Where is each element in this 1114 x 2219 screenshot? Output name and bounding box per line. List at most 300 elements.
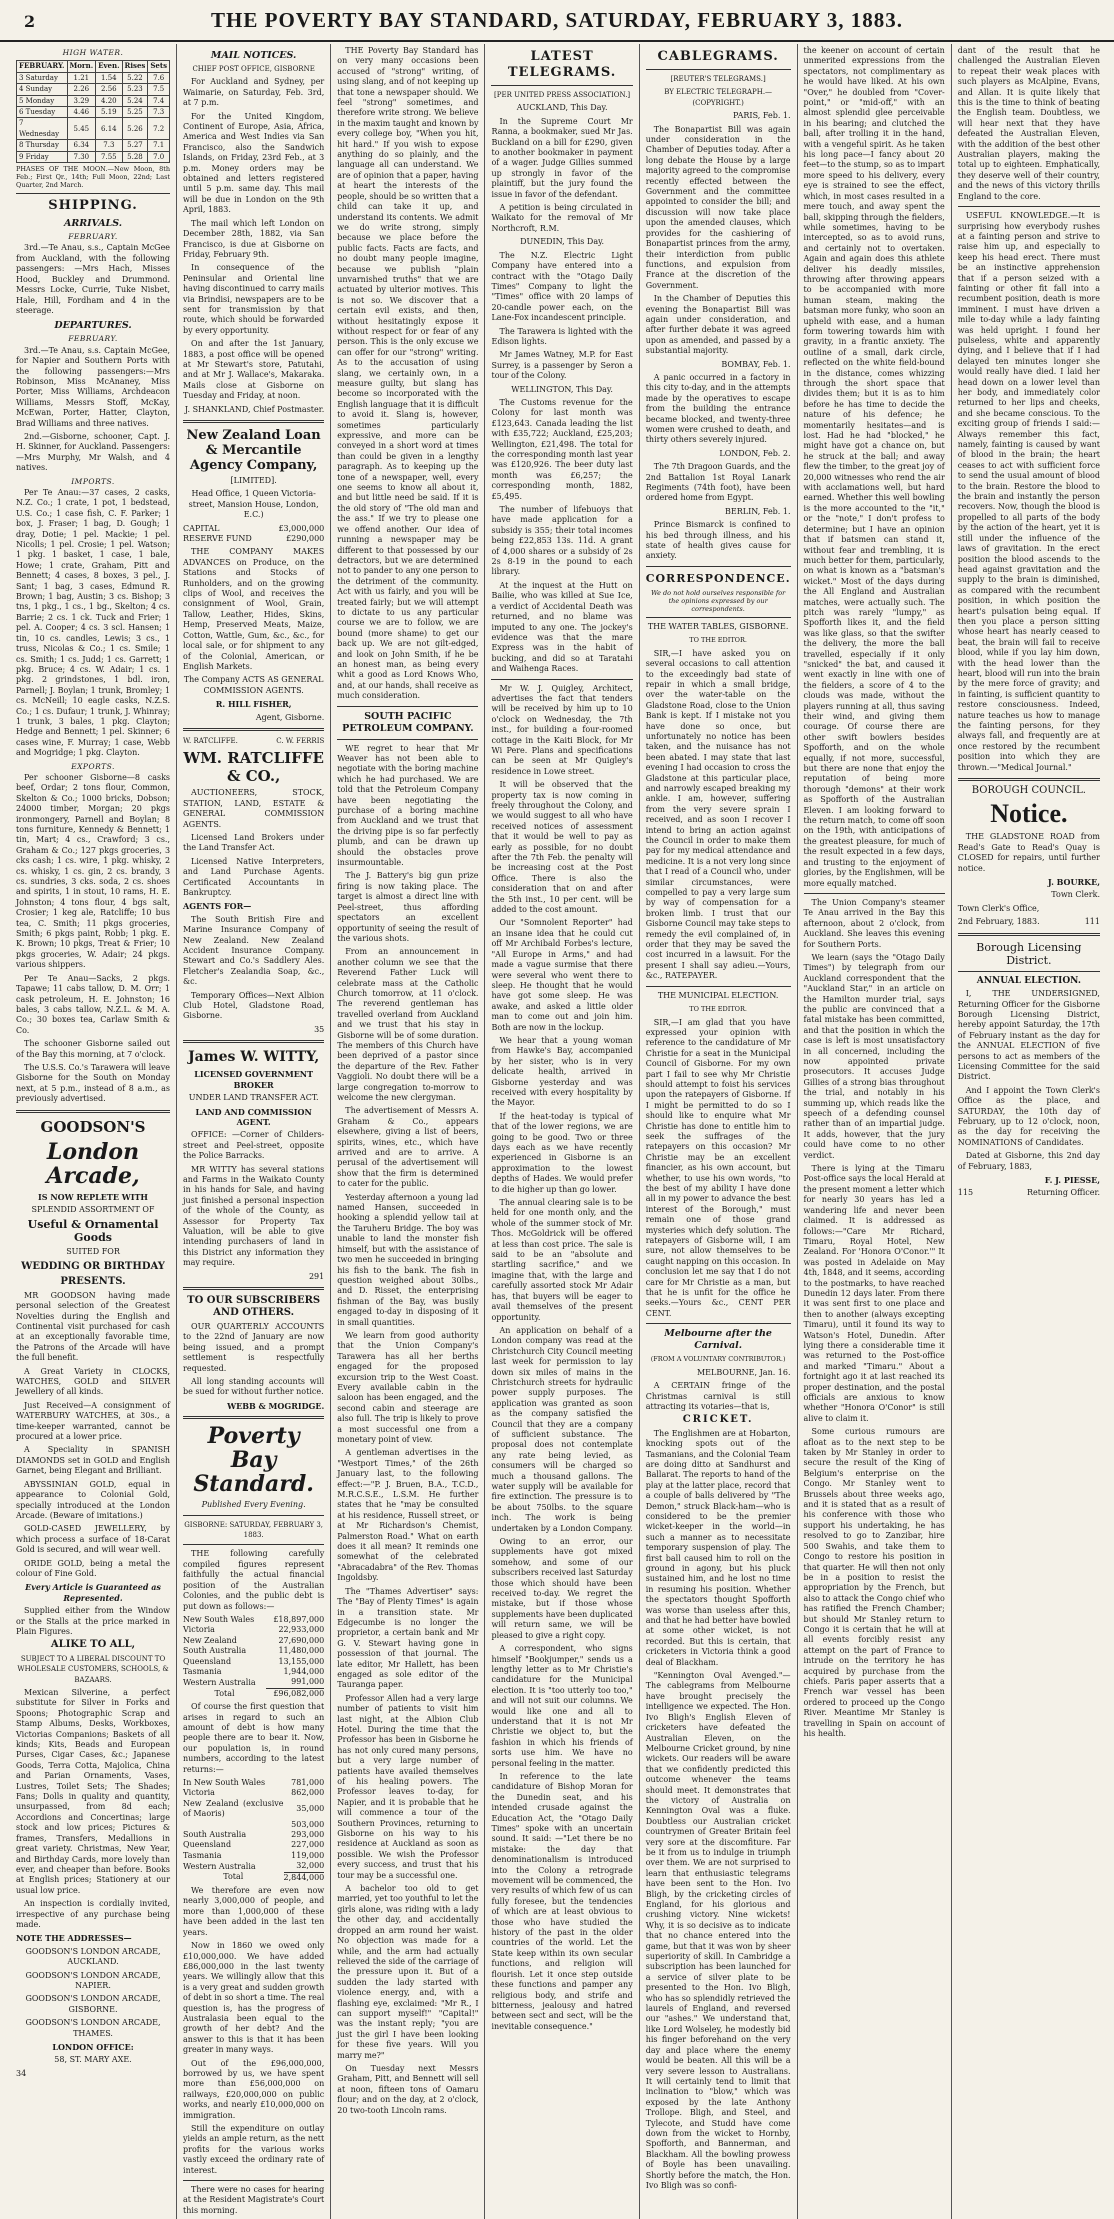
leader-p7: There were no cases for hearing at the Resident Magistrate's Court this morning. <box>183 2185 325 2215</box>
para-yellowtail: Yesterday afternoon a young lad named Hansen, succeeded in hooking a splendid yellow tail at the Taruheru Bridge. The boy was unable to land the monster fish himself, but with the assistance of two men he succeeded in bringing his fish to the bank. The fish in question weighed about 30lbs., and D. Risset, the enterprising fishman of the Bay, was busily engaged to-day in disposing of it in small quantities. <box>337 1192 479 1327</box>
melbourne-1: A CERTAIN fringe of the Christmas carnival is still attracting its votaries—that is, <box>645 1381 791 1411</box>
column-6 <box>798 44 952 2219</box>
population-row-value: 227,000 <box>291 1840 325 1850</box>
debt-row-label: New South Wales <box>183 1614 255 1624</box>
para-rutter: We hear that a young woman from Hawke's Bay, accompanied by her sister, who is in very delicate health, arrived in Gisborne yesterday and was received with every hospitality by the Mayor. <box>491 1035 633 1108</box>
pbs-dateline: GISBORNE: SATURDAY, FEBRUARY 3, 1883. <box>184 1520 324 1540</box>
population-row-label: New Zealand (exclusive of Maoris) <box>183 1798 284 1819</box>
para-timaru-letter: There is lying at the Timaru Post-office says the local Herald at the present moment a letter which for nearly 30 years has led a wandering life and never been claimed. It is addressed as follows:—"Care Mr Richard, Timaru, Royal Hotel, New Zealand. For 'Honora O'Conor.'" It was posted in Adelaide on May 4th, 1848, and it seems, according to the postmarks, to have reached Dunedin 12 days later. From there it was sent first to one place and then to another (always excepting Timaru), until it found its way to Watson's Hotel, Dunedin. After lying there a considerable time it was returned to the Post-office and marked "Timaru." About a fortnight ago it at last reached its proper destination, and the postal officials are anxious to know whether "Honora O'Conor" is still alive to claim it. <box>803 1164 945 1423</box>
para-stanley: Some curious rumours are afloat as to the next step to be taken by Mr Stanley in order to secure the result of the King of Belgium's enterprise on the Congo. Mr Stanley went to Brussels about three weeks ago, and it is stated that as a result of his conference with those who support his undertaking, he has resolved to go to Zanzibar, hire 500 Swahis, and take them to Congo to restore his position in that quarter. He will then not only be in a position to resist the appropriation by the French, but also to attack the Congo chief who has ratified the French Chamber; but should Mr Stanley return to Congo it is certain that he will at all events forcibly resist any attempt on the part of France to intrude on the territory he has acquired by purchase from the chiefs. Paris paper asserts that a French war vessel has been ordered to proceed up the Congo River. Meantime Mr Stanley is travelling in Spain on account of his health. <box>803 1427 945 1738</box>
tides-cell: 6.34 <box>67 140 96 151</box>
column-7 <box>952 44 1106 2219</box>
population-row-value: 35,000 <box>296 1804 325 1814</box>
tides-cell: 7.30 <box>67 151 96 162</box>
column-1 <box>10 44 177 2219</box>
tides-row <box>17 140 170 151</box>
para-quigley: Mr W. J. Quigley, Architect, advertises the fact that tenders will be received by him up to 10 o'clock on Wednesday, the 7th inst., for building a four-roomed cottage in the Kaiti Block, for Mr Wi Pere. Plans and specifications can be seen at Mr Quigley's residence in Lowe street. <box>491 683 633 776</box>
population-row <box>183 1778 324 1788</box>
debt-row-label: New Zealand <box>183 1635 237 1645</box>
temp-office: Temporary Offices—Next Albion Club Hotel, Gladstone Road, Gisborne. <box>183 990 325 1021</box>
tides-cell: 7.0 <box>148 151 170 162</box>
oride: ORIDE GOLD, being a metal the colour of Fine Gold. <box>16 1558 171 1578</box>
agents-for: AGENTS FOR— <box>183 901 252 912</box>
column-4 <box>485 44 639 2219</box>
borough-council-heading: BOROUGH COUNCIL. <box>971 785 1086 797</box>
water-title: THE WATER TABLES, GISBORNE. <box>647 621 789 631</box>
mail-text-4: In consequence of the Peninsular and Oriental line having discontinued to carry mails via Brindisi, newspapers are to be sent for transmission by that route, which should be forwarded by every opportunity. <box>183 263 325 335</box>
reserve-label: RESERVE FUND <box>183 534 252 544</box>
para-union-steamer: The Union Company's steamer Te Anau arrived in the Bay this afternoon, about 2 o'clock, from Auckland. She leaves this evening for Southern Ports. <box>803 897 945 949</box>
para-father-luck: From an announcement in another column we see that the Reverend Father Luck will celebrate mass at the Catholic Church tomorrow, at 11 o'clock. The reverend gentleman has travelled overland from Auckland and we trust that his stay in Gisborne will be of some duration. The members of this Church have been deprived of a pastor since the departure of the Rev. Father Vaggioli. No doubt there will be a large congregation to-morrow to welcome the new clergyman. <box>337 947 479 1102</box>
tides-header-cell: Morn. <box>67 61 96 72</box>
population-row <box>183 1820 324 1830</box>
tides-row <box>17 72 170 83</box>
divider <box>183 1040 324 1043</box>
debt-row <box>183 1615 324 1625</box>
schooner-note: The schooner Gisborne sailed out of the Bay this morning, at 7 o'clock. <box>16 1039 171 1059</box>
divider <box>646 617 791 618</box>
population-row-value: 293,000 <box>291 1830 325 1840</box>
reuter-line: [REUTER'S TELEGRAMS.] <box>670 75 766 83</box>
capital-label: CAPITAL <box>183 523 220 533</box>
debt-row-value: 11,480,000 <box>278 1646 325 1656</box>
pbs-published: Published Every Evening. <box>201 1500 306 1510</box>
para-heat: If the heat-today is typical of that of the lower regions, we are going to be good. Two or three days each as we have recently experienced in Gisborne is an approximation to the lowest depths of Hades. We would prefer to die higher up than go lower. <box>491 1111 633 1194</box>
debt-row-value: 1,944,000 <box>283 1666 325 1676</box>
municipal-text: SIR,—I am glad that you have expressed your opinion with reference to the candidature of Mr Christie for a seat in the Municipal Council of Gisborne. For my own part I fail to see why Mr Christie should attempt to foist his services upon the ratepayers of Gisborne. If I might be permitted to do so I should like to enquire what Mr Christie has done to entitle him to seek the suffrages of the ratepayers on this occasion? Mr Christie may be an excellent financier, as his own account, but whether, to use his own words, "to the best of my ability I have done all in my power to advance the best interest of the Borough," must remain one of those grand mysteries which defy solution. The ratepayers of Gisborne will, I am sure, not allow themselves to be caught napping on this occasion. In conclusion let me say that I do not care for Mr Christie as a man, but that he is unfit for the office he seeks.—Yours &c., CENT PER CENT. <box>645 1017 791 1318</box>
para-hamilton-trial: We learn (says the "Otago Daily Times") by telegraph from our Auckland correspondent that the "Auckland Star," in an article on the Hamilton murder trial, says the public are convinced that a fatal mistake has been committed, and that the position in which the case is left is most unsatisfactory in all concerned, including the now appointed private prosecutors. It accuses Judge Gillies of a strong bias throughout the trial, and notably in his summing up, which reads like the speech of a defending counsel rather than of an impartial judge. It adds, however, that the jury could have come to no other verdict. <box>803 952 945 1160</box>
arcade-address: GOODSON'S LONDON ARCADE, NAPIER. <box>25 1970 161 1990</box>
divider <box>804 893 945 894</box>
nzlm-agent: R. HILL FISHER, <box>215 699 292 710</box>
tides-cell: 7.3 <box>148 107 170 118</box>
latest-telegrams-heading: LATEST TELEGRAMS. <box>507 49 617 80</box>
paris-1: The Bonapartist Bill was again under consideration in the Chamber of Deputies today. After a long debate the House by a large majority agreed to the compromise recently effected between the Government and the committee appointed to consider the bill; and discussion will now take place upon the amended clauses, which provides for the cashiering of Bonapartist princes from the army, their interdiction from public functions, and expulsion from France at the discretion of the Government. <box>645 124 791 290</box>
notice-text: THE GLADSTONE ROAD from Read's Gate to Read's Quay is CLOSED for repairs, until further notice. <box>957 832 1100 873</box>
tides-row <box>17 107 170 118</box>
debt-row-total-value: £96,082,000 <box>266 1688 324 1699</box>
arrivals-month: FEBRUARY. <box>68 232 118 242</box>
ratcliffe-left: W. RATCLIFFE. <box>183 736 238 745</box>
melbourne-from: (FROM A VOLUNTARY CONTRIBUTOR.) <box>650 1355 786 1364</box>
debt-row-label: Queensland <box>183 1656 232 1666</box>
shipping-heading: SHIPPING. <box>48 198 138 214</box>
column-grid <box>10 44 1106 2215</box>
mail-text-1: For Auckland and Sydney, per Waimarie, on Saturday, Feb. 3rd, at 7 p.m. <box>183 77 325 108</box>
para-graham: The advertisement of Messrs A. Graham & Co., appears elsewhere, giving a list of beers, spirits, wines, etc., which have arrived and are to arrive. A perusal of the advertisement will show that the firm is determined to cater for the public. <box>337 1106 479 1189</box>
para-bruen: A gentleman advertises in the "Westport Times," of the 26th January last, to the following effect:—"P. J. Bruen, B.A., T.C.D., M.R.C.S.E., L.S.M. He further states that he "may be consulted at his residence, Russell street, or at Mr Richardson's Chemist, Palmerston Road." What on earth does it all mean? It reminds one somewhat of the celebrated "Abracadabra" of the Rev. Thomas Ingoldsby. <box>337 1448 479 1583</box>
debt-row-label: South Australia <box>183 1646 247 1656</box>
supplied: Supplied either from the Window or the Stalls at the price marked in Plain Figures. <box>16 1606 171 1636</box>
population-row-value: 781,000 <box>291 1778 325 1787</box>
notice-signed: J. BOURKE, <box>1047 877 1100 888</box>
divider <box>958 971 1100 972</box>
dunedin-1: The N.Z. Electric Light Company have entered into a contract with the "Otago Daily Times" Company to light the "Times" office with 20 lamps of 20-candle power each, on the Lane-Fox incandescent principle. <box>491 250 633 323</box>
divider <box>183 1515 324 1516</box>
population-row-total-value: 2,844,000 <box>283 1872 325 1882</box>
exports-text: Per schooner Gisborne—8 casks beef, Ordar; 2 tons flour, Common, Skelton & Co.; 1000 bricks, Dobson; 24000 timber, Morgan; 20 pkgs ironmongery, Parnell and Boylan; 8 tons furniture, Kennedy & Bennett; 1 tin, Mart; 4 cs., Crawford; 3 cs., Graham & Co.; 127 pkgs groceries, 3 cks cash; 1 cs. wire, 1 pkg. whisky, 2 cs. whisky, 1 cs. gin, 2 cs. brandy, 3 cs. sundries, 3 cks. soda, 2 cs. shoes and spirits, 1 in stout, 10 rams, H. E. Johnston; 4 tons flour, 4 bgs salt, Crosier; 1 keg ale, Ratcliffe; 10 bus tea, C. Smith; 11 pkgs groceries, Smith; 6 pkgs paint, Robb; 1 pkg. E. K. Brown; 10 pkgs, Treat & Frier; 10 pkgs groceries, W. Adair; 24 pkgs. various shippers. <box>16 772 171 970</box>
debt-table <box>183 1615 324 1699</box>
london-arcade-title: London Arcade, <box>46 1138 140 1189</box>
electric-line: BY ELECTRIC TELEGRAPH.—(COPYRIGHT.) <box>664 88 773 107</box>
population-table <box>183 1778 324 1883</box>
debt-row <box>183 1646 324 1656</box>
guaranteed: Every Article is Guaranteed as Represented. <box>25 1582 161 1603</box>
population-row <box>183 1830 324 1840</box>
pbs-title: Poverty Bay Standard. <box>193 1423 314 1498</box>
address-list <box>16 1947 170 2039</box>
tides-row <box>17 95 170 106</box>
to-editor-2: TO THE EDITOR. <box>689 1005 747 1014</box>
goodson-text: MR GOODSON having made personal selection of the Greatest Novelties during the English and Continental visit purchased for cash at an exceptionally favorable time, the Patrons of the Arcade will have the full benefit. <box>16 1290 171 1363</box>
wellington-dateline: WELLINGTON, This Day. <box>511 384 613 394</box>
water-text: SIR,—I have asked you on several occasions to call attention to the exceedingly bad state of repair in which a small bridge, over the water-table on the Gladstone Road, close to the Union Bank is kept. If I mistake not you have done so once, but unfortunately no notice has been taken, and the nuisance has not been abated. I may state that last evening I had occasion to cross the Gladstone at this particular place, and narrowly escaped breaking my ankle. I am, however, suffering from the very severe sprain I received, and as soon I recover I intend to bring an action against the Council in order to make them pay for my medical attendance and medicine. It is a not very long since that I read of a Council who, under similar circumstances, were compelled to pay a very large sum by way of compensation for a broken limb. I trust that our Gisborne Council may take steps to remedy the evil complained of, in order that they may be saved the cost incurred in a lawsuit. For the present I shall say adieu.—Yours, &c., RATEPAYER. <box>645 648 791 981</box>
para-supplements: Owing to an error, our supplements have got mixed somehow, and some of our subscribers received last Saturday those which should have been received to-day. We regret the mistake, but if those whose supplements have been duplicated will return same, we will be pleased to give a right copy. <box>491 1537 633 1640</box>
divider <box>183 728 324 731</box>
debt-row-label: Tasmania <box>183 1666 222 1676</box>
tides-cell: 5.45 <box>67 118 96 140</box>
ratcliffe-right: C. W. FERRIS <box>276 736 325 745</box>
useful-line: Useful & Ornamental Goods <box>27 1218 159 1245</box>
reserve-value: £290,000 <box>286 534 325 544</box>
population-row-label: Western Australia <box>183 1861 256 1871</box>
subs-title: TO OUR SUBSCRIBERS AND OTHERS. <box>187 1295 321 1318</box>
correspondence-heading: CORRESPONDENCE. <box>645 571 791 585</box>
exports-heading: EXPORTS. <box>71 761 115 771</box>
tides-header-cell: Sets <box>148 61 170 72</box>
office-address: 58, ST. MARY AXE. <box>54 2055 132 2065</box>
tides-cell: 5.25 <box>122 107 148 118</box>
wellington-3: At the inquest at the Hutt on Bailie, who was killed at Sue Ice, a verdict of Accidental Death was returned, and no blame was imputed to any one. The jockey's evidence was that the mare Express was in the habit of bucking, and did so at Taratahi and Waihenga Races. <box>491 580 633 674</box>
divider <box>958 933 1100 936</box>
tides-cell: 9 Friday <box>17 151 68 162</box>
ad-number: 34 <box>16 2068 27 2078</box>
witty-sub: UNDER LAND TRANSFER ACT. <box>188 1093 319 1103</box>
mail-text-2: For the United Kingdom, Continent of Europe, Asia, Africa, America and West Indies via San Francisco, also the Sandwich Islands, on Friday, 23rd Feb., at 3 p.m. Money orders may be obtained and letters registered until 5 p.m. same day. This mail will be due in London on the 9th April, 1883. <box>183 111 325 215</box>
departures-heading: DEPARTURES. <box>54 320 132 332</box>
debt-row-value: £18,897,000 <box>273 1614 325 1624</box>
debt-row-value: 27,690,000 <box>278 1635 325 1645</box>
debt-row-value: 13,155,000 <box>278 1656 325 1666</box>
london-dateline: LONDON, Feb. 2. <box>719 448 791 458</box>
nzlm-title: New Zealand Loan & Mercantile Agency Company, <box>186 428 321 473</box>
debt-row-total-label: Total <box>214 1688 235 1698</box>
tides-header-cell: Even. <box>96 61 122 72</box>
divider <box>16 193 170 194</box>
debt-row <box>183 1677 324 1688</box>
notice-num: 111 <box>1084 917 1100 927</box>
para-bachelor: A bachelor too old to get married, yet too youthful to let the girls alone, was riding with a lady the other day, and accidentally dropped an arm round her waist. No objection was made for a while, and the arm had actually relieved the side of the carriage of the pressure upon it. But of a sudden the lady started with violence energy, and, with a flashing eye, exclaimed: "Mr R., I can support myself!" "Capital!" was the instant reply; "you are just the girl I have been looking for these five years. Will you marry me?" <box>337 1884 479 2060</box>
witty-text: MR WITTY has several stations and Farms in the Waikato County in his hands for Sale, and having just finished a personal inspection of the whole of the County, as Assessor for Property Tax Valuation, will be able to give intending purchasers of land in this District any information they may require. <box>183 1164 325 1268</box>
annual-text-2: And I appoint the Town Clerk's Office as the place, and SATURDAY, the 10th day of February, up to 12 o'clock, noon, as the day for receiving the NOMINATIONS of Candidates. <box>957 1085 1100 1147</box>
nzlm-office: Head Office, 1 Queen Victoria-street, Mansion House, London, E.C.) <box>188 489 319 520</box>
tides-cell: 7 Wednesday <box>17 118 68 140</box>
paris-dateline: PARIS, Feb. 1. <box>732 111 791 121</box>
population-row-label <box>183 1820 284 1830</box>
suited-line: SUITED FOR <box>66 1247 120 1257</box>
column-3 <box>331 44 485 2219</box>
annual-text: I, THE UNDERSIGNED, Returning Officer for the Gisborne Borough Licensing District, hereby appoint Saturday, the 17th of February instant as the day for the ANNUAL ELECTION of five persons to act as members of the Licensing Committee for the said District. <box>957 989 1100 1082</box>
melbourne-dateline: MELBOURNE, Jan. 16. <box>696 1367 791 1377</box>
bombay-1: A panic occurred in a factory in this city to-day, and in the attempts made by the operatives to escape from the building the entrance became blocked, and twenty-three women were crushed to death, and thirty others severely injured. <box>645 372 791 445</box>
press-association: [PER UNITED PRESS ASSOCIATION.] <box>494 91 631 99</box>
goldcased: GOLD-CASED JEWELLERY, by which process a surface of 18-Carat Gold is secured, and will wear well. <box>16 1524 171 1555</box>
mail-office: CHIEF POST OFFICE, GISBORNE <box>192 65 315 73</box>
departures-text-2: 2nd.—Gisborne, schooner, Capt. J. H. Skinner, for Auckland. Passengers: —Mrs Murphy, Mr Walsh, and 4 natives. <box>16 431 171 473</box>
population-row-value: 32,000 <box>296 1861 325 1871</box>
annual-signed: F. J. PIESSE, <box>1044 1175 1100 1185</box>
witty-title: LICENSED GOVERNMENT BROKER <box>194 1069 314 1090</box>
divider <box>958 206 1100 207</box>
great-variety: A Great Variety in CLOCKS, WATCHES, GOLD and SILVER Jewellery of all kinds. <box>16 1366 171 1397</box>
imports-heading: IMPORTS. <box>71 476 115 486</box>
leader-p3: We therefore are even now nearly 3,000,000 of people, and more than 1,000,000 of these have been added in the last ten years. <box>183 1886 325 1937</box>
leader-p5: Out of the £96,000,000, borrowed by us, we have spent more than £56,000,000 on railways, £20,000,000 on public works, and nearly £10,000,000 on immigration. <box>183 2058 325 2120</box>
notice-heading: Notice. <box>990 799 1068 829</box>
notice-signed-title: Town Clerk. <box>1051 890 1100 900</box>
para-correspondent: A correspondent, who signs himself "Bookjumper," sends us a lengthy letter as to Mr Christie's candidature for the Municipal election. It is "too utterly too too," and will not suit our columns. We would like one and all to understand that it is not Mr Christie we object to, but the fashion in which his friends of sorts use him. We have no personal feeling in the matter. <box>491 1644 633 1768</box>
ratcliffe-title: WM. RATCLIFFE & CO., <box>183 749 324 786</box>
column-2 <box>177 44 331 2219</box>
london-1: The 7th Dragoon Guards, and the 2nd Battalion 1st Royal Lanark Regiments (74th foot), have been ordered home from Egypt. <box>645 462 791 503</box>
tides-header-cell: Rises <box>122 61 148 72</box>
tides-cell: 5.23 <box>122 84 148 95</box>
divider <box>183 2180 324 2181</box>
just-received: Just Received—A consignment of WATERBURY WATCHES, at 30s., a time-keeper warranted, cannot be procured at a lower price. <box>16 1400 171 1442</box>
tides-cell: 1.21 <box>67 72 96 83</box>
melbourne-title: Melbourne after the Carnival. <box>664 1328 772 1352</box>
para-clearing-sale: The annual clearing sale is to be held for one month only, and the whole of the summer stock of Mr. Thos. McGoldrick will be offered at less than cost price. The sale is said to be an "absolute and startling sacrifice," and we imagine that, with the large and carefully assorted stock Mr Adair has, that buyers will be eager to avail themselves of the present opportunity. <box>491 1198 633 1322</box>
auckland-2: A petition is being circulated in Waikato for the removal of Mr Northcroft, R.M. <box>491 203 633 233</box>
tarawera-note: The U.S.S. Co.'s Tarawera will leave Gisborne for the South on Monday next, at 5 p.m., instead of 8 a.m., as previously advertised. <box>16 1062 171 1104</box>
para-bishop-moran: In reference to the late candidature of Bishop Moran for the Dunedin seat, and his intended crusade against the Education Act, the "Otago Daily Times" spoke with an uncertain sound. It said: —"Let there be no mistake: the day that denominationalism is introduced into the Colony a retrograde movement will be commenced, the very results of which few of us can fully foresee, but the tendencies of which are at least obvious to those who have studied the history of the past in the older countries of the world. Let the State keep within its own secular functions, and religion will flourish. Let it once step outside these functions and pamper any religious body, and strife and bitterness, jealousy and hatred between sect and sect, will be the inevitable consequence." <box>491 1771 633 2031</box>
dunedin-2: The Tarawera is lighted with the Edison lights. <box>491 326 633 346</box>
dunedin-dateline: DUNEDIN, This Day. <box>520 237 605 247</box>
divider <box>646 566 791 567</box>
wedding-line: WEDDING OR BIRTHDAY <box>21 1260 165 1272</box>
cricket-continued: the keener on account of certain unmerited expressions from the spectators, not complimentary as he would have liked. At his own "Over," he doubled from "Cover-point," or "mid-off," with an almost splendid glee perceivable in his bearing; and clutched the ball, after trolling it in the hand, with a vengeful spirit. As he taken his long pace—I fancy about 20 feet—to the stump, so as to impart more speed to his delivery, every eye is strained to see the effect, which, in most cases resulted in a mere touch, and away spent the ball, skipping through the fielders, while sometimes, having to be intercepted, so as to avoid runs, and certainly not to overtaken. Again and again does this athlete deliver his deadly missiles, throwing after throwing appears to be accompanied with more human steam, making the batsman more funky, who soon an upheld with ease, and a human form towering towards him with gravity, in a frantic anxiety. The outline of a small, dark circle, reflected on the white field-bound in the distance, comes whizzing through the short space that divides them; but it is as to him before he has time to decide the nature of his defence; he momentarily hesitates—and is lost. Had he had "blocked," he might have got a chance on, but he struck at the ball; and away flew the timber, to the great joy of 20,000 witnesses who rend the air with acclamations well, but hard earned. Whether this well bowling is the more accounted to the "it," or the "note," I don't profess to determine; but I have an opinion that if batsmen can stand it, without fear and trembling, it is much better for them, particularly, on what is known as a "batsman's wicket." Most of the days during the All England and Australian matches, were actually such. The pitch was rarely "lumpy," as Spofforth likes it, and the field was like glass, so that the swifter the delivery, the more the ball travelled, especially if it only "snicked" the bat, and caused it went exactly in line with one of the fielders, a score of 4 to the clouds was made, without the players running at all, thus saving their wind, and giving them courage. Of course there are other swift bowlers besides Spofforth, and on the whole equally, if not more, successful, but there are none that enjoy the reputation of being more thorough "demons" at their work as Spofforth of the Australian Eleven. I am looking forward to the return match, to come off soon on the 19th, with anticipations of the greatest pleasure, for much of the result expected in a few days, and trusting to the enjoyment of glories, by the Englishmen, will be more equally matched. <box>803 46 945 888</box>
tides-cell: 5.22 <box>122 72 148 83</box>
tides-cell: 7.55 <box>96 151 122 162</box>
tides-header-cell: FEBRUARY. <box>17 61 68 72</box>
population-row <box>183 1851 324 1861</box>
departures-text-1: 3rd.—Te Anau, s.s. Captain McGee, for Napier and Southern Ports with the following passengers:—Mrs Robinson, Miss McAnaney, Miss Porter, Miss Williams, Archdeacon Williams, Messrs Stoff, McKay, McEwan, Porter, Hatter, Clayton, Brad Williams and three natives. <box>16 345 171 428</box>
tides-cell: 7.2 <box>148 118 170 140</box>
tides-cell: 7.3 <box>96 140 122 151</box>
divider <box>646 69 791 70</box>
arcade-address: GOODSON'S LONDON ARCADE, THAMES. <box>25 2018 161 2038</box>
blc-title: Borough Licensing District. <box>976 940 1082 967</box>
tides-cell: 8 Thursday <box>17 140 68 151</box>
divider <box>337 706 478 707</box>
nzlm-text-2: The Company ACTS AS GENERAL COMMISSION AGENTS. <box>183 675 324 695</box>
para-useful-knowledge: USEFUL KNOWLEDGE.—It is surprising how everybody rushes at a fainting person and strive to raise him up, and especially to keep his head erect. There must be an instinctive apprehension that if a person seized with a fainting or other fit fall into a recumbent position, death is more imminent. I must have driven a mile to-day while a lady fainting was held upright. I found her pulseless, white and apparently dying, and I believe that if I had delayed ten minutes longer she would really have died. I laid her head down on a lower level than her body, and immediately color returned to her lips and cheeks, and she became conscious. To the exciting group of friends I said:—Always remember this fact, namely, fainting is caused by want of blood in the brain; the heart ceases to act with sufficient force to send the usual amount of blood to the brain. Restore the blood to the brain and instantly the person recovers. Now, though the blood is propelled to all parts of the body by the action of the heart, yet it is still under the influence of the laws of gravitation. In the erect position the blood ascends to the head against gravitation and the supply to the brain is diminished, as compared with the recumbent position, in which position the heart's pulsation being equal. If then you place a person sitting whose heart has nearly ceased to beat, the brain will fail to receive blood, while if you lay him down, with the head lower than the heart, blood will run into the brain by the mere force of gravity; and in fainting, is sufficient quantity to restore consciousness. Indeed, nature teaches us how to manage the fainting persons, for they always fall, and frequently are at once restored by the recumbent position into which they are thrown.—"Medical Journal." <box>957 211 1100 772</box>
tides-cell: 5.19 <box>96 107 122 118</box>
nzlm-text: THE COMPANY MAKES ADVANCES on Produce, on the Stations and Stocks of Runholders, and on the growing clips of Wool, and receives the consignment of Wool, Grain, Tallow, Leather, Hides, Skins, Hemp, Preserved Meats, Maize, Cotton, Wattle, Gum, &c., &c., for local sale, or for shipment to any of the Colonial, American, or English Markets. <box>183 547 325 671</box>
tides-cell: 3.29 <box>67 95 96 106</box>
leader-p4: Now in 1860 we owed only £10,000,000. We have added £86,000,000 in the last twenty years. We willingly allow that this is a very great and sudden growth of debt in so short a time. The real question is, has the progress of Australasia been equal to the growth of her debt? And the answer to this is that it has been greater in many ways. <box>183 1941 325 2055</box>
paris-2: In the Chamber of Deputies this evening the Bonapartist Bill was again under consideration, and after further debate it was agreed upon as amended, and passed by a substantial majority. <box>645 294 791 356</box>
tides-cell: 5.28 <box>122 151 148 162</box>
divider <box>491 85 632 86</box>
cablegrams-heading: CABLEGRAMS. <box>657 49 779 64</box>
tides-cell: 2.26 <box>67 84 96 95</box>
address-head: NOTE THE ADDRESSES— <box>16 1933 132 1944</box>
arcade-address: GOODSON'S LONDON ARCADE, GISBORNE. <box>25 1994 161 2014</box>
witty-name: James W. WITTY, <box>188 1049 320 1066</box>
capital-table <box>183 524 324 545</box>
debt-row <box>183 1667 324 1677</box>
mail-text-5: On and after the 1st January, 1883, a post office will be opened at Mr Stewart's store, Patutahi, and at Mr J. Wallace's, Makaraka. Mails close at Gisborne on Tuesday and Friday, at noon. <box>183 339 325 401</box>
kennington-continued: dant of the result that he challenged the Australian Eleven to repeat their weak places with such players as McAlpine, Evans, and Allan. It is quite likely that this is the time to think of beating the English team. Doubtless, we will hear next that they have defeated the Australian Eleven, with the addition of the best other Australian players, making the total up to eighteen. Emphatically, they deserve well of their country, and the news of this victory thrills England to the core. <box>957 46 1100 201</box>
witty-num: 291 <box>308 1271 325 1281</box>
debt-row-value: 22,933,000 <box>278 1625 325 1635</box>
divider <box>183 1416 324 1419</box>
tides-cell: 7.5 <box>148 84 170 95</box>
moon-phases: PHASES OF THE MOON.—New Moon, 8th Feb.; First Qr., 14th; Full Moon, 22nd; Last Quarter, 2nd March. <box>16 165 171 190</box>
to-editor-1: TO THE EDITOR. <box>689 636 747 645</box>
london-office: LONDON OFFICE: <box>52 2042 134 2052</box>
tides-row <box>17 151 170 162</box>
goodson-name: GOODSON'S <box>40 1117 146 1136</box>
auckland-dateline: AUCKLAND, This Day. <box>516 103 608 113</box>
correspondence-disclaimer: We do not hold ourselves responsible for the opinions expressed by our correspondents. <box>650 588 786 613</box>
ratcliffe-partners <box>183 736 324 746</box>
subject-line: SUBJECT TO A LIBERAL DISCOUNT TO WHOLESALE CUSTOMERS, SCHOOLS, & BAZAARS. <box>17 1654 169 1684</box>
wellington-2: The number of lifebuoys that have made application for a subsidy is 355; their total incomes being £22,853 13s. 11d. A grant of 4,000 shares or a subsidy of 2s 2s 8-19 in the pound to each library. <box>491 505 633 577</box>
annual-election: ANNUAL ELECTION. <box>976 975 1081 986</box>
alike-line: ALIKE TO ALL, <box>50 1639 136 1651</box>
tides-cell: 7.6 <box>148 72 170 83</box>
debt-row-total <box>183 1688 324 1699</box>
population-row-label: Victoria <box>183 1788 215 1798</box>
leader-p2: Of course the first question that arises in regard to such an amount of debt is how many people there are to bear it. Now, our population is, in round numbers, according to the latest returns:— <box>183 1702 325 1774</box>
agents-list: The South British Fire and Marine Insurance Company of New Zealand. New Zealand Accident Insurance Company. Stewart and Co.'s Saddlery Ales. Fletcher's Zealandia Soap, &c., &c. <box>183 914 325 987</box>
mail-signed: J. SHANKLAND, Chief Postmaster. <box>184 404 325 414</box>
arrivals-heading: ARRIVALS. <box>63 218 123 230</box>
subs-signed: WEBB & MOGRIDGE. <box>227 1400 325 1411</box>
debt-row <box>183 1657 324 1667</box>
tides-cell: 5.27 <box>122 140 148 151</box>
masthead <box>0 0 1114 42</box>
ratcliffe-text-3: Licensed Native Interpreters, and Land Purchase Agents. Certificated Accountants in Bankruptcy. <box>183 856 325 897</box>
dunedin-3: Mr James Watney, M.P. for East Surrey, is a passenger by Seron a tour of the Colony. <box>491 350 633 381</box>
tides-cell: 7.4 <box>148 95 170 106</box>
population-row <box>183 1861 324 1872</box>
witty-office: OFFICE: —Corner of Childers-street and Peel-street, opposite the Police Barracks. <box>183 1130 325 1161</box>
para-professor: Professor Allen had a very large number of patients to visit him last night, at the Albion Club Hotel. During the time that the Professor has been in Gisborne he has not only cured many persons, but a very large number of patients have availed themselves of his healing powers. The Professor leaves to-day, for Napier, and it is probable that he will commence a tour of the Southern Provinces, returning to Gisborne on his way to his residence at Auckland as soon as possible. We wish the Professor every success, and trust that his tour may be a successful one. <box>337 1693 479 1880</box>
population-row <box>183 1788 324 1798</box>
para-tarawera: We learn from good authority that the Union Company's Tarawera has all her berths engaged for the proposed excursion trip to the West Coast. Every available cabin in the saloon has been engaged, and the second cabin and steerage are also full. The trip is likely to prove a most successful one from a monetary point of view. <box>337 1330 479 1444</box>
para-weaver: WE regret to hear that Mr Weaver has not been able to negotiate with the boring machine which he had purchased. We are told that the Petroleum Company have been negotiating the purchase of a boring machine from Auckland and we trust that the driving pipe is so far perfectly plumb, and can be drawn up should the obstacles prove insurmountable. <box>337 743 479 868</box>
subs-text: OUR QUARTERLY ACCOUNTS to the 22nd of January are now being issued, and a prompt settlement is respectfully requested. <box>183 1322 325 1373</box>
tides-table <box>16 60 170 163</box>
leader-p1: THE following carefully compiled figures represent faithfully the actual financial position of the Australian Colonies, and the public debt is put down as follows:— <box>183 1549 325 1611</box>
imports-text: Per Te Anau:—37 cases, 2 casks, N.Z. Co.; 1 crate, 1 pot, 1 bedstead, U.S. Co.; 1 case fish, C. F. Parker; 1 box, J. Fraser; 1 bag, D. Gough; 1 dray, Dotie; 1 pel. Mackie; 1 pel. Nicolls; 1 pel. Crosie; 1 pel. Watson; 1 pkg. 1 basket, 1 case, 1 bale, Howe; 1 crate, Graham, Pitt and Bennett; 4 cases, 8 boxes, 3 pel., J. Sant; 1 bag, 3 cases, Edmund R. Brown; 1 bag, Austin; 3 cs. Bishop; 3 tns, 1 pkg., 1 cs., 1 bg., Skelton; 4 cs. Barrie; 2 cs. 1 ck. Tuck and Frier; 1 pel. A. Cooper; 4 cs. 3 scl. Hansen; 1 tin, 10 cs. candles, Lewis; 3 cs., 1 truss, Nicolas & Co.; 1 cs. Smile; 1 cs. Smith; 1 cs. Judd; 1 cs. Garrett; 1 pkg. Bruce; 4 cs. W. Adair; 1 cs. 1 pkg. 2 grindstones, 1 bdl. iron, Parnell; J. Boylan; 1 trunk, Bromley; 1 cs. McNeill; 10 eagle casks, N.Z.S. Co.; 1 cs. Dufaur; 1 trunk, J. Whinray; 1 trunk, 3 bales, 1 pkg. Clayton; Hedge and Bennett; 1 pel. Skinner; 6 cases wine, F. Murray; 1 case, Webb and Mogridge; 1 pkg. Clayton. <box>16 488 171 758</box>
editorial-strong-writing: THE Poverty Bay Standard has on very many occasions been accused of "strong" writing, of using slang, and of not keeping up that tone a newspaper should. We feel "strong" sometimes, and therefore write strong. We believe in the maxim taught and known by every college boy, "When you hit, hit hard." If you wish to expose anything do so plainly, and the language all can understand. We are of opinion that a paper, having at heart the interests of the people, should be so written that a child can take it up, and understand its contents. We admit we do write strong, simply because we place before the public facts. Facts are facts, and no doubt many people imagine, because we publish "plain unvarnished truths" that we are actuated by ulterior motives. This is not so. We discover that a certain evil exists, and then, without hesitatingly expose it without respect for or fear of any person. This is the only excuse we can offer for our "strong" writing. As to the accusation of using slang, we certainly own, in a measure guilty, but slang has become so incorporated with the English language that it is difficult to avoid it. Slang is, however, sometimes particularly expressive, and more can be conveyed in a short word at times than could be given in a lengthy paragraph. As to keeping up the tone of a newspaper, well, every one seems to know all about it, and but little need be said. If it is the old story of "The old man and the ass." If we try to please one we offend another. Our idea of running a newspaper may be different to that possessed by our detractors, but we are determined not to pander to any one person to the detriment of the community. Act with us fairly, and you will be treated fairly; but we will attempt to dictate to us any particular course we are to follow, we are bound (more shame) to get our back up. We are not gilt-edged, and look on John Smith, if he be an honest man, as being every whit a good as Lord Knows Who, and, at our hands, shall receive as much consideration. <box>337 46 479 701</box>
divider <box>337 739 478 740</box>
tides-cell: 1.54 <box>96 72 122 83</box>
debt-row-label: Victoria <box>183 1625 215 1635</box>
divider <box>491 679 632 680</box>
tides-cell: 3 Saturday <box>17 72 68 83</box>
population-row-label: Tasmania <box>183 1850 222 1860</box>
nzlm-limited: [LIMITED]. <box>230 476 277 485</box>
divider <box>16 1110 170 1113</box>
cricket-heading: CRICKET. <box>682 1414 754 1426</box>
tides-cell: 5 Monday <box>17 95 68 106</box>
nzlm-agent-title: Agent, Gisborne. <box>255 712 325 722</box>
divider <box>958 778 1100 781</box>
population-row-label: Queensland <box>183 1840 232 1850</box>
arcade-address: GOODSON'S LONDON ARCADE, AUCKLAND. <box>25 1946 161 1967</box>
divider <box>646 986 791 987</box>
tides-cell: 4 Sunday <box>17 84 68 95</box>
mail-heading: MAIL NOTICES. <box>210 50 297 61</box>
population-row-value: 503,000 <box>291 1819 325 1829</box>
speciality: A Speciality in SPANISH DIAMONDS set in GOLD and English Garnet, being Elegant and Brilliant. <box>16 1445 171 1476</box>
melbourne-2: The Englishmen are at Hobarton, knocking spots out of the Tasmanians, and the Colonial Team are doing ditto at Sandhurst and Ballarat. The reports to hand of the play at the latter place, record that a couple of balls delivered by "The Demon," struck Black-ham—who is considered to be the premier wicket-keeper in the world—in such a manner as to necessitate temporary suspension of play. The first ball caused him to roll on the ground in agony, but his pluck sustained him, and he lost no time in resuming his position. Whether the spectators thought Spofforth was worse than useless after this, and that he had better have bowled at some other wicket, is not recorded. But this is certain, that cricketers in Victoria think a good deal of Blackham. <box>645 1428 791 1667</box>
tides-cell: 4.20 <box>96 95 122 106</box>
notice-office: Town Clerk's Office, <box>957 903 1040 913</box>
divider <box>183 1287 324 1290</box>
berlin-dateline: BERLIN, Feb. 1. <box>725 506 791 516</box>
population-row-value: 119,000 <box>291 1850 325 1860</box>
leader-p6: Still the expenditure on outlay yields an ample return, as the nett profits for the various works vastly exceed the ordinary rate of interest. <box>183 2124 325 2175</box>
debt-row-value: 991,000 <box>291 1677 325 1687</box>
annual-signed-title: Returning Officer. <box>1027 1188 1100 1198</box>
bombay-dateline: BOMBAY, Feb. 1. <box>721 359 791 369</box>
para-graham-sale: On Tuesday next Messrs Graham, Pitt, and Bennett will sell at noon, fifteen tons of Oamaru flour; and on the day, at 2 o'clock, 20 two-tooth Lincoln rams. <box>337 2063 479 2115</box>
divider <box>646 1323 791 1324</box>
notice-date: 2nd February, 1883. <box>957 917 1040 927</box>
presents-line: PRESENTS. <box>60 1275 126 1287</box>
tides-cell: 6.14 <box>96 118 122 140</box>
para-battery: The J. Battery's big gun prize firing is now taking place. The target is almost a direct line with Peel-street, thus affording spectators an excellent opportunity of seeing the result of the various shots. <box>337 871 479 943</box>
divider <box>183 1544 324 1545</box>
municipal-title: THE MUNICIPAL ELECTION. <box>657 990 779 1000</box>
tides-cell: 7.1 <box>148 140 170 151</box>
debt-row-label: Western Australia <box>183 1677 256 1687</box>
tides-row <box>17 84 170 95</box>
replete-line: IS NOW REPLETE WITH <box>38 1191 148 1202</box>
tides-cell: 4.46 <box>67 107 96 118</box>
debt-row <box>183 1625 324 1635</box>
witty-agent: LAND AND COMMISSION AGENT. <box>195 1106 312 1127</box>
population-row-label: South Australia <box>183 1830 247 1840</box>
capital-value: £3,000,000 <box>278 523 325 533</box>
arrivals-text: 3rd.—Te Anau, s.s., Captain McGee from Auckland, with the following passengers: —Mrs Hach, Misses Hood, Buckley and Drummond. Messrs Locke, Currie, Tuke Nisbet, Hale, Hill, Fordham and 4 in the steerage. <box>16 243 171 315</box>
ratcliffe-text: AUCTIONEERS, STOCK, STATION, LAND, ESTATE & GENERAL COMMISSION AGENTS. <box>183 788 325 829</box>
temp-num: 35 <box>314 1024 325 1034</box>
para-somnolent: Our "Somnolent Reporter" had an insane idea that he could cut off Mr Archibald Forbes's lecture, "All Europe in Arms," and had made a vague surmise that there were several who went there to sleep. He thought that he would have got some sleep. He was awake, and asked a little older man to come out and join him. Both are now in the lockup. <box>491 918 633 1032</box>
population-row-value: 862,000 <box>291 1788 325 1798</box>
kennington-text: "Kennington Oval Avenged."—The cablegrams from Melbourne have brought precisely the intelligence we expected. The Hon. Ivo Bligh's English Eleven of cricketers have defeated the Australian Eleven, on the Melbourne Cricket ground, by nine wickets. Our readers will be aware that we confidently predicted this outcome whenever the teams should meet. It demonstrates that the victory of Australia on Kennington Oval was a fluke. Doubtless our Australian cricket countrymen of Greater Britain feel very sore at the discomfiture. Far be it from us to indulge in triumph over them. We are not surprised to learn that enthusiastic telegrams have been sent to the Hon. Ivo Bligh, by the cricketing circles of England, for his glorious and crushing victory. Nine wickets! Why, it is so decisive as to indicate that no chance entered into the game, but that it was won by sheer superiority of skill. In Cambridge a subscription has been launched for a service of silver plate to be presented to the Hon. Ivo Bligh, who has so splendidly retrieved the laurels of England, and reversed our "ashes." We understand that, like Lord Wolseley, he modestly bid his finger beforehand on the very day and place where the enemy would be beaten. All this will be a very severe lesson to Australians. It will certainly tend to limit that inclination to "blow," which was exposed by the late Anthony Trollope. Bligh, and Steel, and Tylecote, and Studd have come down from the wicket to Hornby, Spofforth, and Bannerman, and Blackham. All the bowling prowess of Boyle has been unavailing. Shortly before the match, the Hon. Ivo Bligh was so confi- <box>645 1671 791 2190</box>
population-row <box>183 1840 324 1850</box>
newspaper-title: THE POVERTY BAY STANDARD, SATURDAY, FEBRUARY 3, 1883. <box>211 8 903 32</box>
auckland-1: In the Supreme Court Mr Ranna, a bookmaker, sued Mr Jas. Buckland on a bill for £290, given to another bookmaker in payment of a wager. Judge Gillies summed up strongly in favor of the plaintiff, but the jury found the issue in favor of the defendant. <box>491 116 633 199</box>
annual-num: 115 <box>957 1188 974 1198</box>
mail-text-3: The mail which left London on December 28th, 1882, via San Francisco, is due at Gisborne on Friday, February 9th. <box>183 218 325 259</box>
column-5 <box>640 44 798 2219</box>
splendid-line: SPLENDID ASSORTMENT OF <box>31 1204 155 1214</box>
tides-heading: HIGH WATER. <box>62 48 124 57</box>
departures-month: FEBRUARY. <box>68 334 118 344</box>
population-row-label: In New South Wales <box>183 1778 266 1787</box>
divider <box>183 420 324 423</box>
berlin-1: Prince Bismarck is confined to his bed through illness, and his state of health gives cause for anxiety. <box>645 520 791 561</box>
population-row-total <box>183 1872 324 1883</box>
